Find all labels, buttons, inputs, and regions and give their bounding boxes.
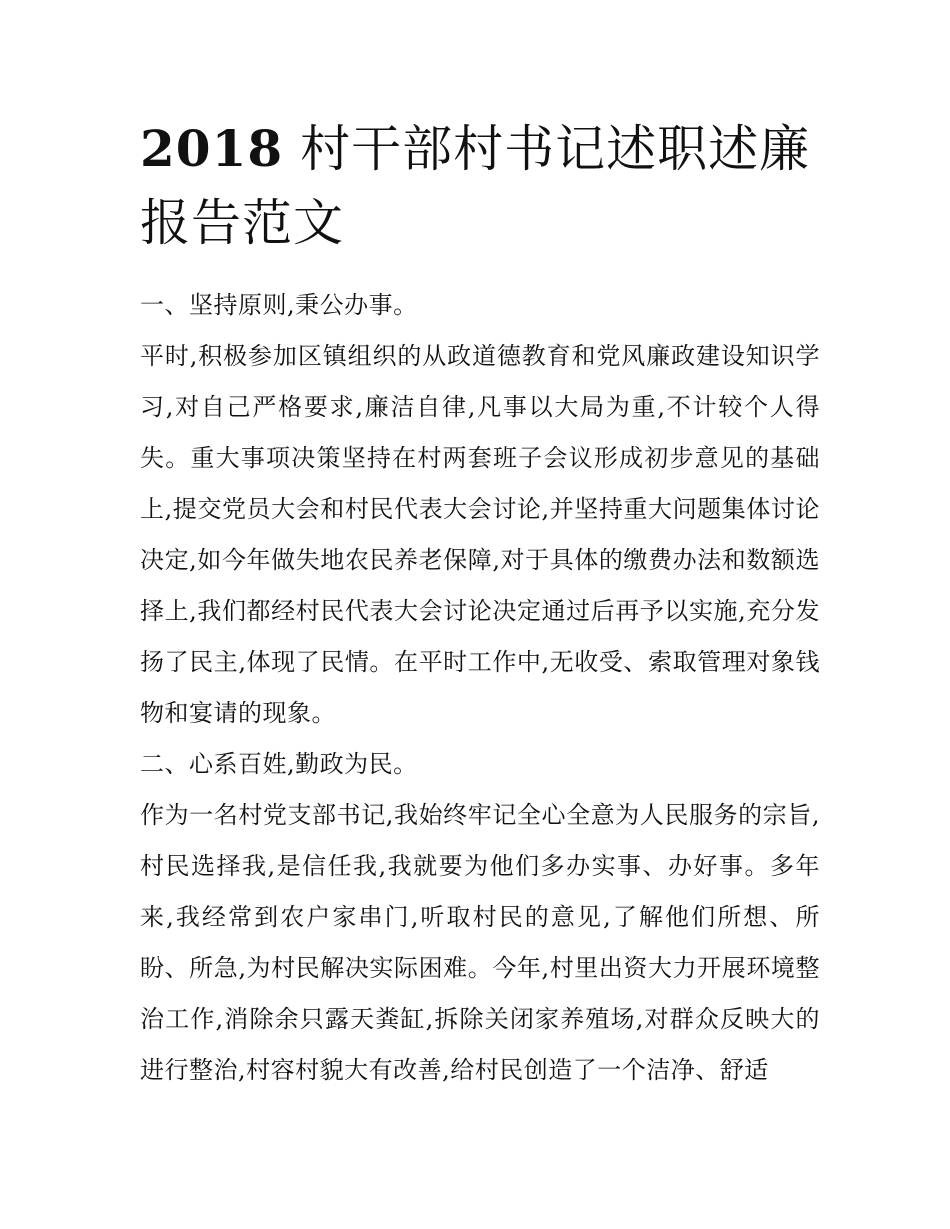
section-heading-2: 二、心系百姓,勤政为民。: [140, 750, 418, 778]
document-title: [140, 112, 820, 260]
title-year: 2018: [140, 119, 284, 178]
paragraph-1: 平时,积极参加区镇组织的从政道德教育和党风廉政建设知识学习,对自己严格要求,廉洁自律,凡事以大局为重,不计较个人得失。重大事项决策坚持在村两套班子会议形成初步意见的基础上,提交党员大会和村民代表大会讨论,并坚持重大问题集体讨论决定,如今年做失地农民养老保障,对于具体的缴费办法和数额选择上,我们都经村民代表大会讨论决定通过后再予以实施,充分发扬了民主,体现了民情。在平时工作中,无收受、索取管理对象钱物和宴请的现象。: [140, 342, 820, 727]
title-text: 村干部村书记述职述廉报告范文: [140, 120, 811, 252]
document-body: [140, 280, 820, 1096]
section-heading-1: 一、坚持原则,秉公办事。: [140, 291, 418, 319]
paragraph-2: 作为一名村党支部书记,我始终牢记全心全意为人民服务的宗旨,村民选择我,是信任我,我就要为他们多办实事、办好事。多年来,我经常到农户家串门,听取村民的意见,了解他们所想、所盼、所急,为村民解决实际困难。今年,村里出资大力开展环境整治工作,消除余只露天粪缸,拆除关闭家养殖场,对群众反映大的进行整治,村容村貌大有改善,给村民创造了一个洁净、舒适: [140, 801, 820, 1084]
